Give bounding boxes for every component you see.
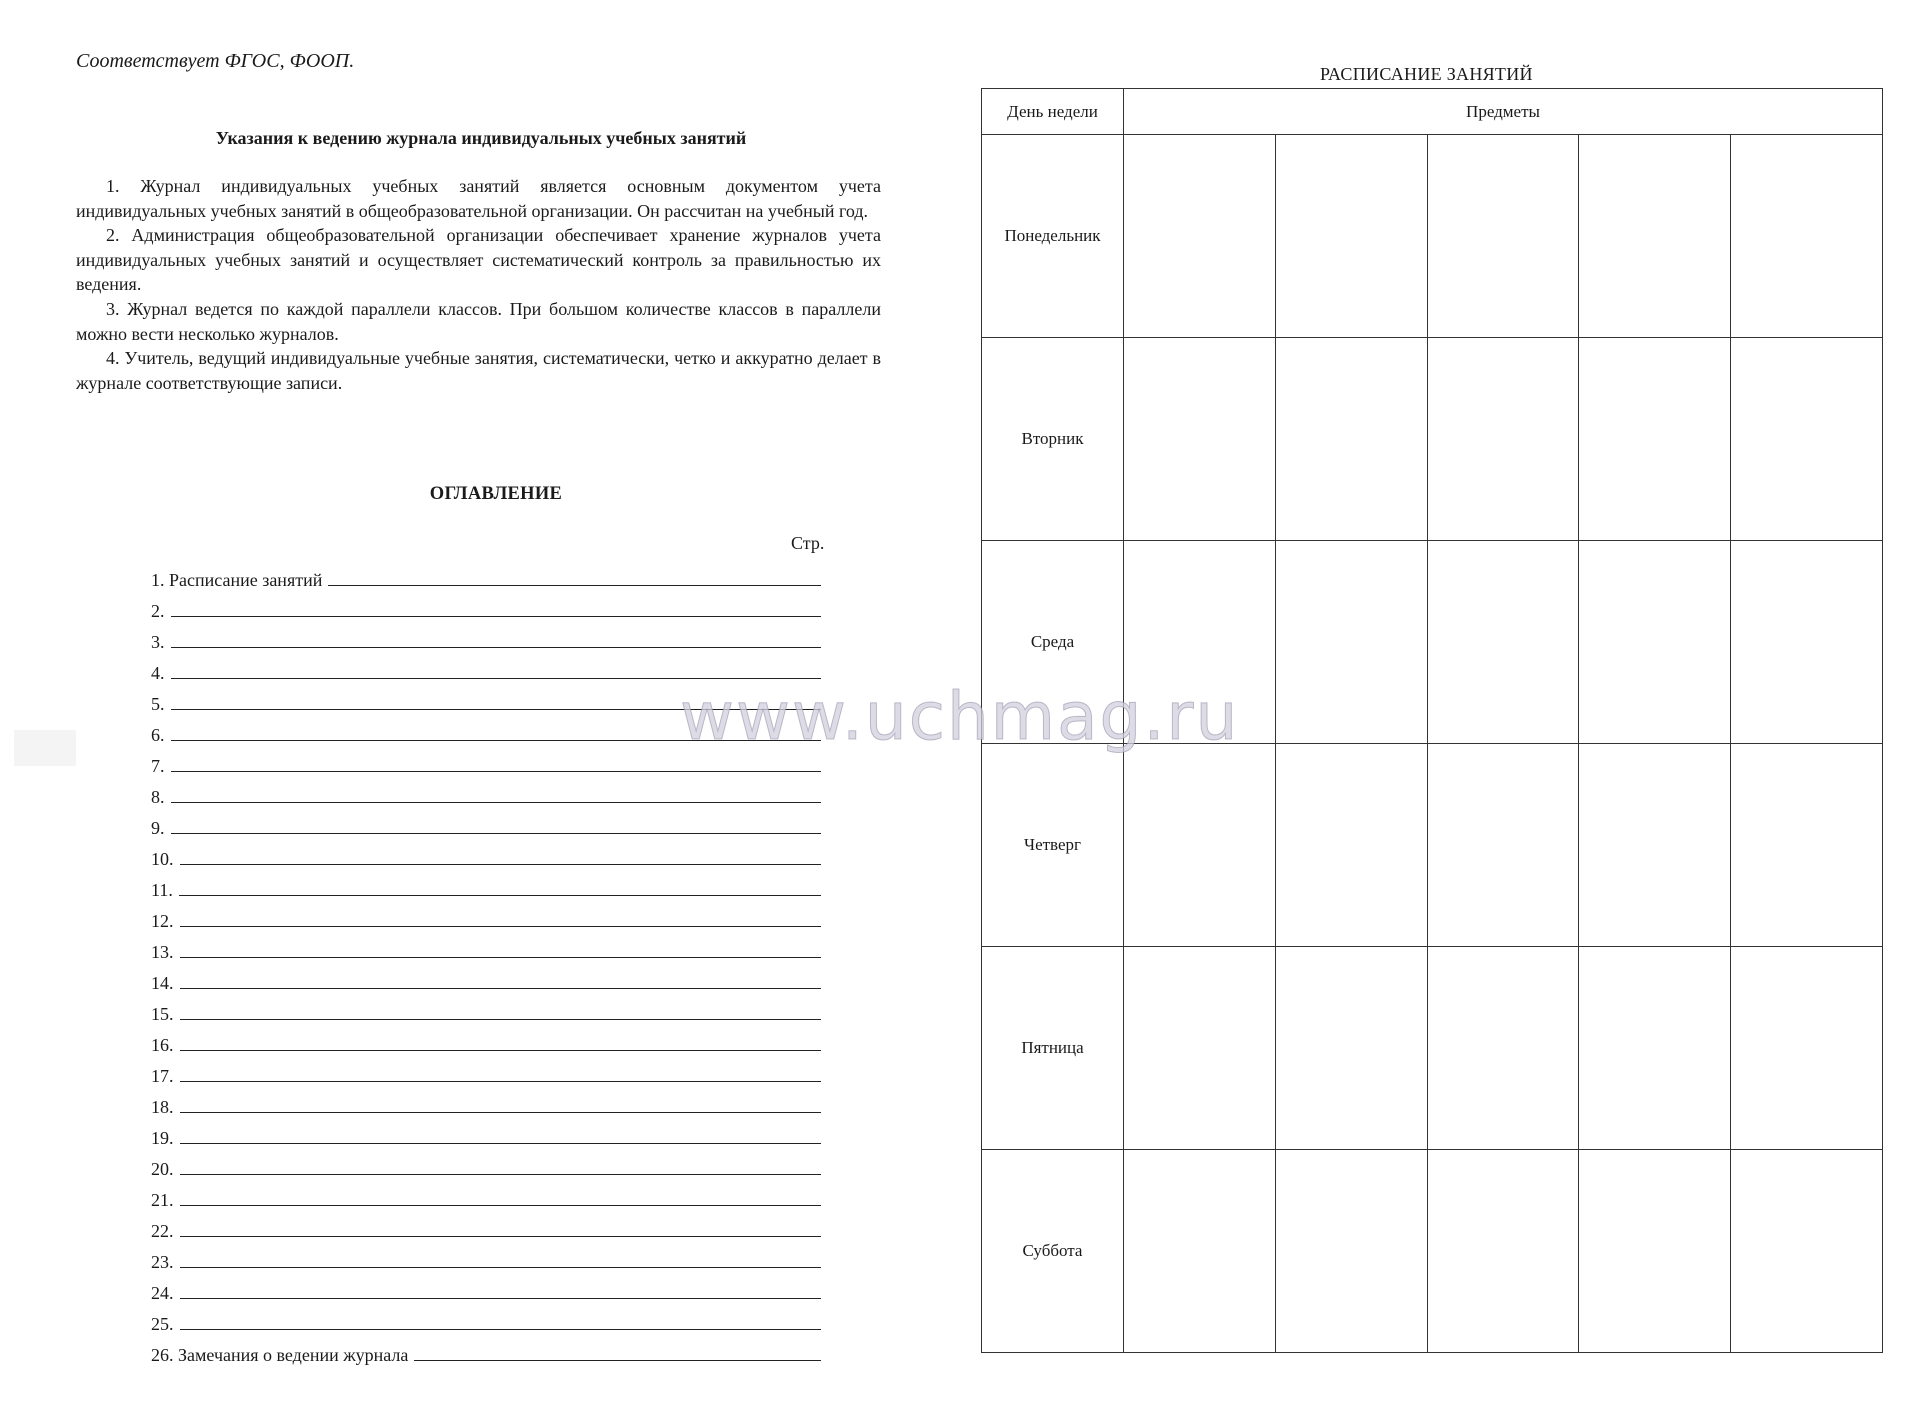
- subject-cell[interactable]: [1731, 338, 1883, 541]
- toc-item: [151, 962, 821, 993]
- instruction-item: 2. Администрация общеобразовательной организации обеспечивает хранение журналов учета индивидуальных учебных занятий и осуществляет систематический контроль за правильностью их ведения.: [76, 225, 881, 295]
- toc-item-label: 2.: [151, 601, 165, 621]
- toc-fill-line: [171, 709, 822, 710]
- subject-cell[interactable]: [1275, 744, 1427, 947]
- subject-cell[interactable]: [1124, 135, 1276, 338]
- toc-item: [151, 1303, 821, 1334]
- day-cell: Среда: [982, 541, 1124, 744]
- instructions-list: [76, 174, 881, 395]
- toc-fill-line: [180, 988, 822, 989]
- toc-fill-line: [180, 1298, 822, 1299]
- schedule-row: [982, 744, 1883, 947]
- toc-item-label: 8.: [151, 787, 165, 807]
- toc-fill-line: [171, 678, 822, 679]
- toc-list: [151, 559, 821, 1365]
- toc-item-label: 5.: [151, 694, 165, 714]
- subject-cell[interactable]: [1427, 744, 1579, 947]
- schedule-title: РАСПИСАНИЕ ЗАНЯТИЙ: [1320, 64, 1533, 84]
- toc-fill-line: [180, 1236, 822, 1237]
- day-column-header: День недели: [982, 89, 1124, 135]
- toc-item-label: 7.: [151, 756, 165, 776]
- subject-cell[interactable]: [1124, 541, 1276, 744]
- subject-cell[interactable]: [1427, 1150, 1579, 1353]
- subject-cell[interactable]: [1427, 135, 1579, 338]
- toc-item-label: 14.: [151, 973, 174, 993]
- toc-item: [151, 1241, 821, 1272]
- fgos-note: Соответствует ФГОС, ФООП.: [76, 50, 355, 72]
- instruction-item: 3. Журнал ведется по каждой параллели классов. При большом количестве классов в параллели можно вести несколько журналов.: [76, 298, 881, 344]
- toc-item: [151, 1272, 821, 1303]
- schedule-header-row: [982, 89, 1883, 135]
- toc-item-label: 25.: [151, 1314, 174, 1334]
- toc-fill-line: [328, 585, 821, 586]
- toc-item-label: 6.: [151, 725, 165, 745]
- toc-fill-line: [180, 1267, 822, 1268]
- schedule-row: [982, 135, 1883, 338]
- subject-cell[interactable]: [1731, 947, 1883, 1150]
- toc-item: [151, 869, 821, 900]
- toc-item: [151, 776, 821, 807]
- toc-fill-line: [180, 1081, 822, 1082]
- toc-item-label: 10.: [151, 849, 174, 869]
- subject-cell[interactable]: [1275, 338, 1427, 541]
- toc-item: [151, 1117, 821, 1148]
- subject-cell[interactable]: [1427, 947, 1579, 1150]
- toc-fill-line: [180, 864, 822, 865]
- toc-item-label: 18.: [151, 1097, 174, 1117]
- toc-fill-line: [171, 616, 822, 617]
- subject-cell[interactable]: [1275, 1150, 1427, 1353]
- toc-item: [151, 1148, 821, 1179]
- toc-item: [151, 714, 821, 745]
- toc-item: [151, 900, 821, 931]
- toc-item: [151, 559, 821, 590]
- subject-cell[interactable]: [1124, 1150, 1276, 1353]
- subject-cell[interactable]: [1427, 541, 1579, 744]
- schedule-row: [982, 947, 1883, 1150]
- toc-fill-line: [171, 740, 822, 741]
- toc-item-label: 15.: [151, 1004, 174, 1024]
- toc-fill-line: [171, 802, 822, 803]
- toc-fill-line: [180, 926, 822, 927]
- toc-page-label: Стр.: [791, 533, 825, 553]
- toc-fill-line: [171, 833, 822, 834]
- watermark: www.uchmag.ru: [680, 678, 1240, 755]
- subject-cell[interactable]: [1124, 947, 1276, 1150]
- instructions-title: Указания к ведению журнала индивидуальных учебных занятий: [215, 128, 747, 148]
- toc-item-label: 23.: [151, 1252, 174, 1272]
- toc-item: [151, 993, 821, 1024]
- toc-item-label: 21.: [151, 1190, 174, 1210]
- toc-fill-line: [180, 1019, 822, 1020]
- day-cell: Вторник: [982, 338, 1124, 541]
- toc-item: [151, 590, 821, 621]
- toc-item: [151, 807, 821, 838]
- subject-cell[interactable]: [1427, 338, 1579, 541]
- toc-fill-line: [414, 1360, 821, 1361]
- toc-item: [151, 1055, 821, 1086]
- day-cell: Пятница: [982, 947, 1124, 1150]
- toc-item-label: 9.: [151, 818, 165, 838]
- toc-fill-line: [171, 647, 822, 648]
- subject-cell[interactable]: [1731, 1150, 1883, 1353]
- toc-item-label: 13.: [151, 942, 174, 962]
- toc-fill-line: [171, 771, 822, 772]
- toc-item: [151, 621, 821, 652]
- toc-item-label: 12.: [151, 911, 174, 931]
- toc-item-label: 17.: [151, 1066, 174, 1086]
- day-cell: Понедельник: [982, 135, 1124, 338]
- subject-cell[interactable]: [1579, 541, 1731, 744]
- toc-item-label: 19.: [151, 1128, 174, 1148]
- toc-fill-line: [180, 1329, 822, 1330]
- schedule-row: [982, 338, 1883, 541]
- instruction-item: 4. Учитель, ведущий индивидуальные учебные занятия, систематически, четко и аккуратно делает в журнале соответствующие записи.: [76, 348, 881, 393]
- subject-cell[interactable]: [1124, 744, 1276, 947]
- toc-item-label: 3.: [151, 632, 165, 652]
- subject-cell[interactable]: [1731, 744, 1883, 947]
- subject-cell[interactable]: [1275, 135, 1427, 338]
- subject-cell[interactable]: [1275, 947, 1427, 1150]
- toc-fill-line: [180, 1205, 822, 1206]
- subject-cell[interactable]: [1579, 947, 1731, 1150]
- toc-item-label: 20.: [151, 1159, 174, 1179]
- toc-fill-line: [180, 957, 822, 958]
- toc-fill-line: [179, 895, 821, 896]
- toc-fill-line: [180, 1050, 822, 1051]
- toc-item: [151, 1086, 821, 1117]
- schedule-row: [982, 1150, 1883, 1353]
- toc-item: [151, 745, 821, 776]
- toc-item: [151, 1334, 821, 1365]
- subject-cell[interactable]: [1579, 338, 1731, 541]
- day-cell: Четверг: [982, 744, 1124, 947]
- toc-item: [151, 1024, 821, 1055]
- toc-item-label: 1. Расписание занятий: [151, 570, 323, 590]
- subject-cell[interactable]: [1731, 135, 1883, 338]
- instruction-item: 1. Журнал индивидуальных учебных занятий является основным документом учета индивидуальных учебных занятий в общеобразовательной организации. Он рассчитан на учебный год.: [76, 176, 881, 221]
- subject-cell[interactable]: [1579, 1150, 1731, 1353]
- subject-cell[interactable]: [1124, 338, 1276, 541]
- toc-item: [151, 683, 821, 714]
- schedule-table: [981, 88, 1883, 1353]
- toc-item: [151, 652, 821, 683]
- subject-cell[interactable]: [1579, 135, 1731, 338]
- subject-cell[interactable]: [1731, 541, 1883, 744]
- toc-item-label: 24.: [151, 1283, 174, 1303]
- schedule-row: [982, 541, 1883, 744]
- toc-item: [151, 931, 821, 962]
- subject-cell[interactable]: [1579, 744, 1731, 947]
- toc-item-label: 4.: [151, 663, 165, 683]
- subject-cell[interactable]: [1275, 541, 1427, 744]
- toc-item: [151, 838, 821, 869]
- toc-item: [151, 1179, 821, 1210]
- toc-item-label: 22.: [151, 1221, 174, 1241]
- toc-item: [151, 1210, 821, 1241]
- toc-item-label: 16.: [151, 1035, 174, 1055]
- day-cell: Суббота: [982, 1150, 1124, 1353]
- subjects-column-header: Предметы: [1124, 89, 1883, 135]
- toc-title: ОГЛАВЛЕНИЕ: [429, 484, 563, 504]
- toc-item-label: 11.: [151, 880, 173, 900]
- toc-fill-line: [180, 1174, 822, 1175]
- toc-fill-line: [180, 1143, 822, 1144]
- toc-fill-line: [180, 1112, 822, 1113]
- toc-item-label: 26. Замечания о ведении журнала: [151, 1345, 409, 1365]
